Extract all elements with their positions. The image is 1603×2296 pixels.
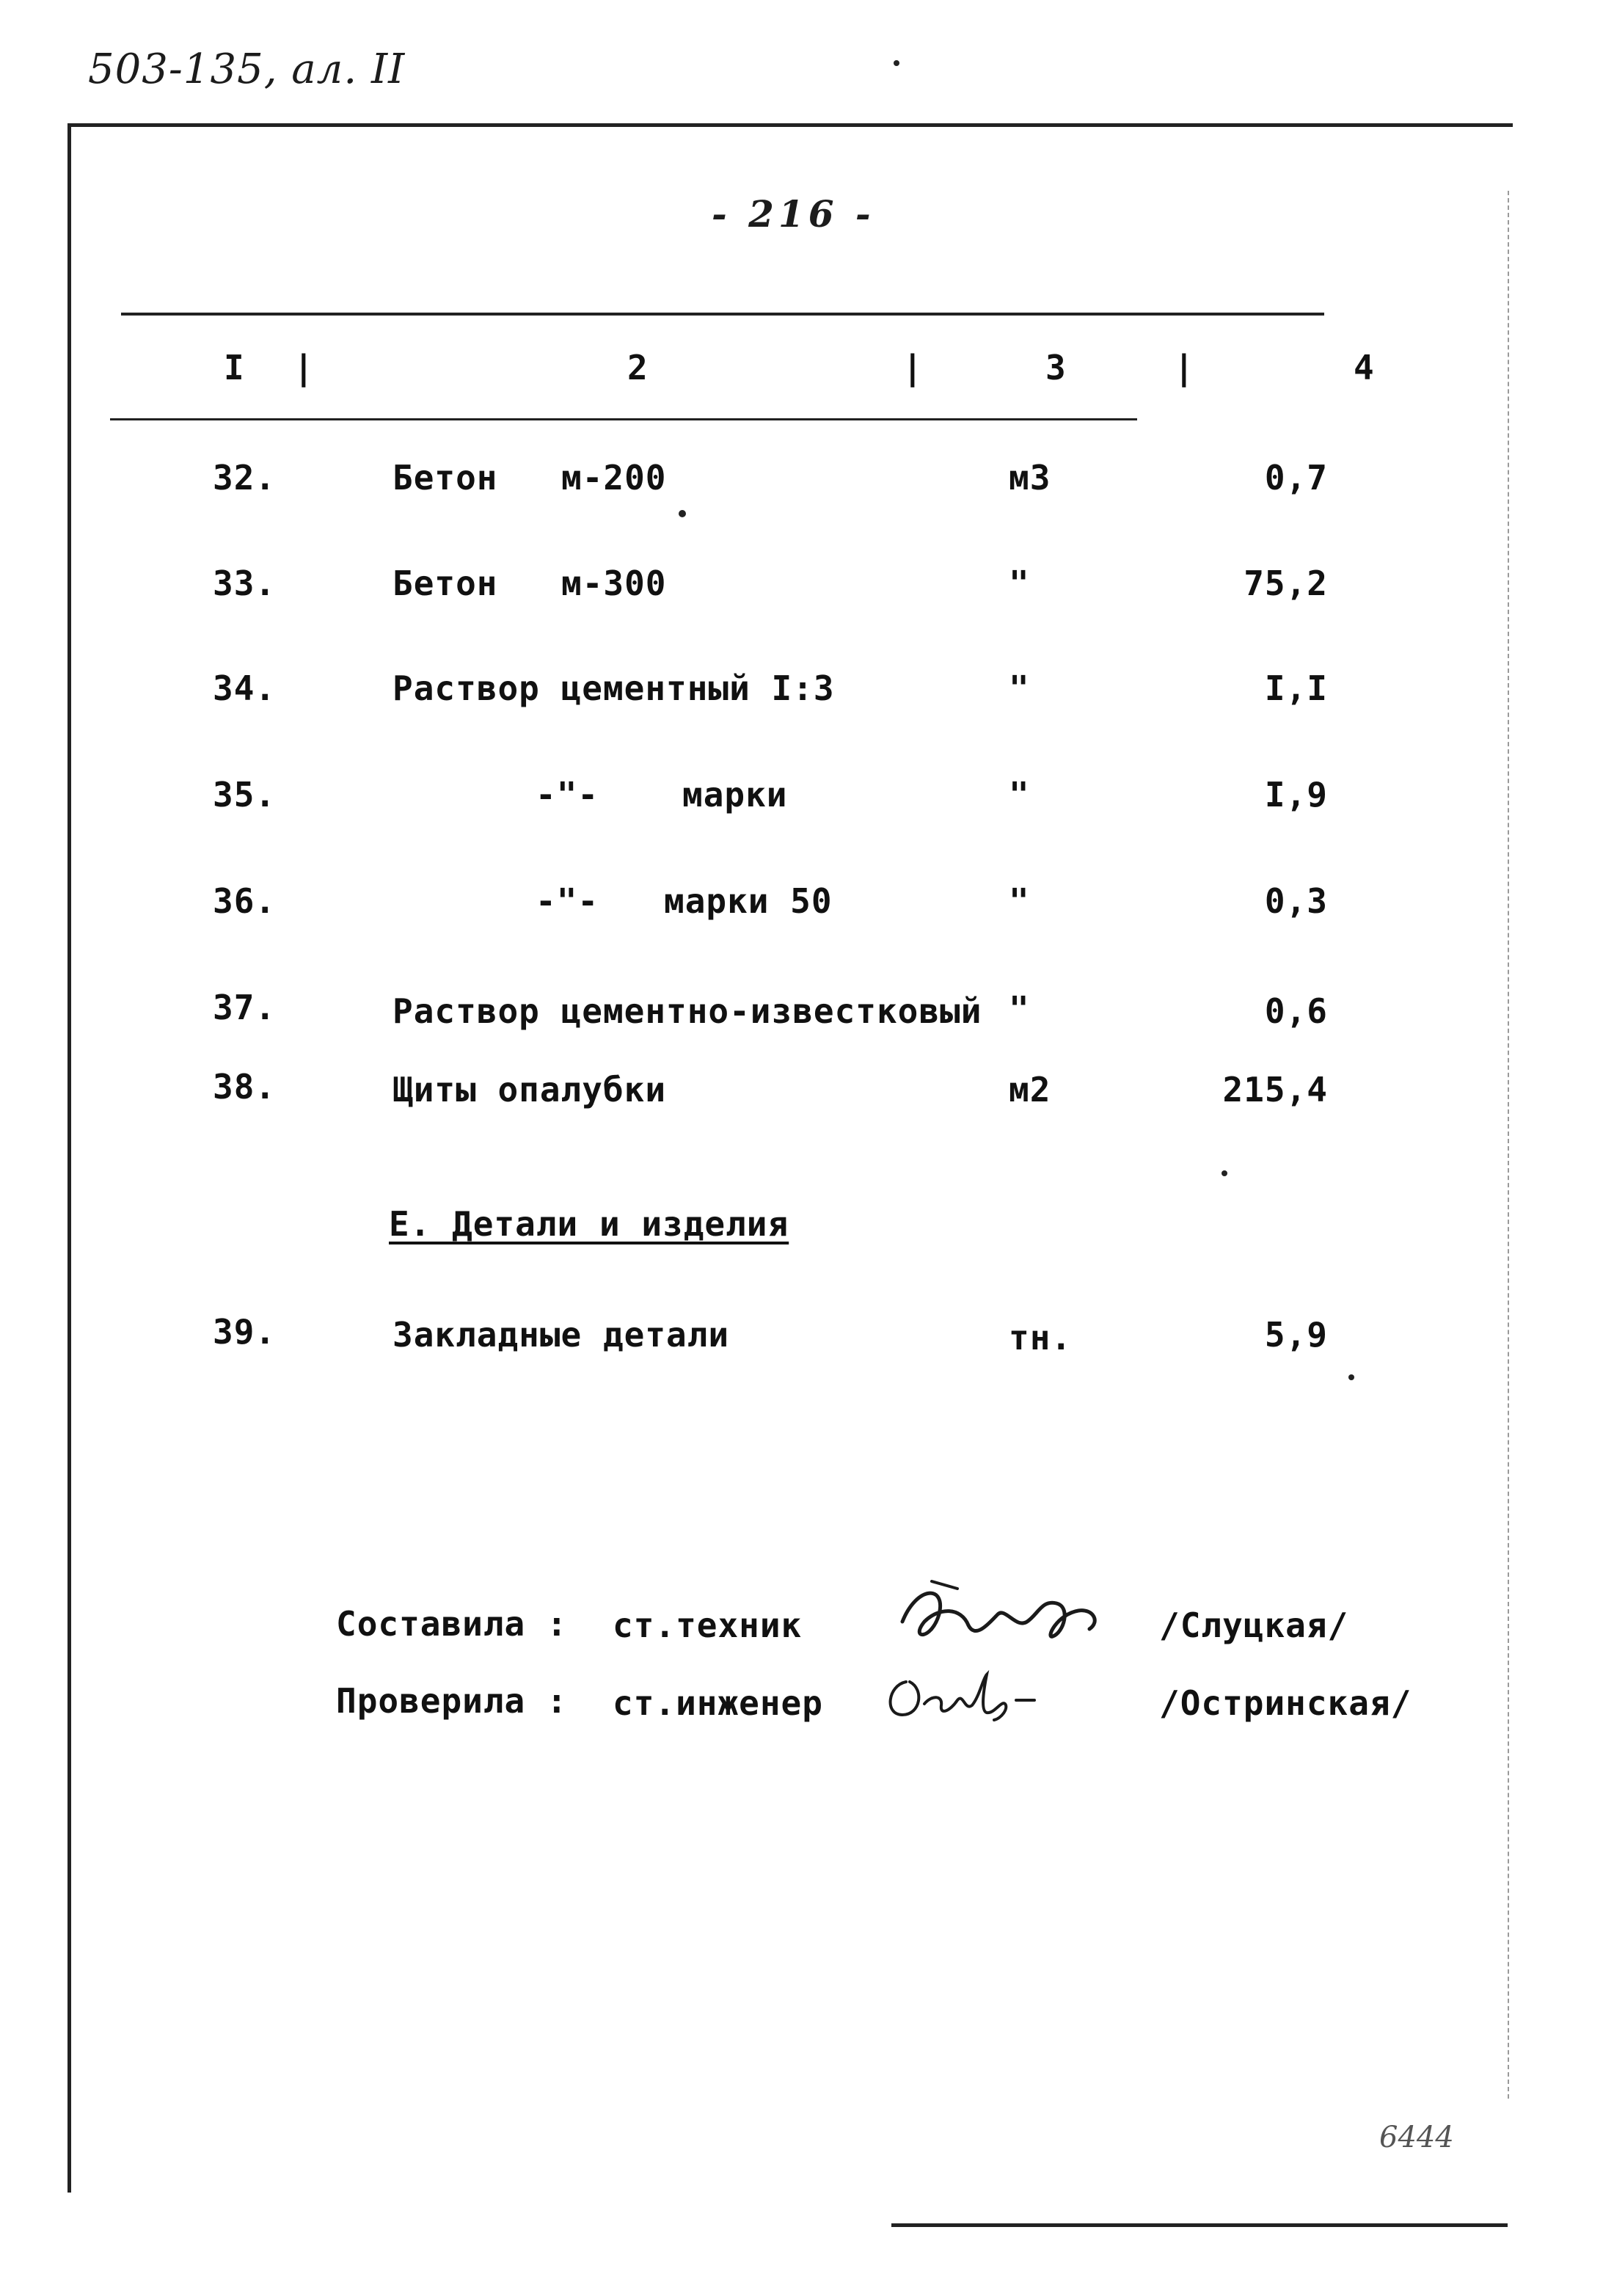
material-name: Бетон: [392, 458, 498, 498]
frame-top-line: [67, 123, 1513, 127]
page-number: - 216 -: [712, 192, 875, 236]
frame-bottom-line: [891, 2223, 1508, 2227]
row-number: 37.: [213, 988, 277, 1027]
unit: ": [1009, 989, 1030, 1029]
ditto-mark: -"-: [536, 881, 599, 921]
quantity: 5,9: [1264, 1315, 1328, 1355]
quantity: 75,2: [1244, 564, 1328, 603]
material-grade: м-200: [561, 458, 667, 498]
signature-name: /Остринская/: [1159, 1683, 1412, 1723]
document-reference: 503-135, ал. II: [88, 45, 406, 93]
unit: ": [1009, 668, 1030, 708]
column-separator: |: [1174, 348, 1194, 387]
signature-label: Проверила :: [336, 1681, 568, 1721]
row-number: 33.: [213, 564, 277, 603]
frame-left-line: [67, 123, 71, 2193]
ditto-mark: -"-: [536, 775, 599, 814]
quantity: I,9: [1264, 775, 1328, 814]
scan-speck: [679, 510, 686, 517]
row-number: 38.: [213, 1067, 277, 1107]
signature-name: /Слуцкая/: [1159, 1606, 1349, 1645]
section-title: Е. Детали и изделия: [389, 1204, 789, 1244]
signature-label: Составила :: [336, 1604, 568, 1644]
unit: ": [1009, 881, 1030, 921]
material-grade: марки 50: [664, 881, 833, 921]
material-grade: марки: [682, 775, 788, 814]
table-header-col-4: 4: [1354, 348, 1375, 387]
material-name: Раствор цементный I:3: [392, 668, 835, 708]
material-grade: м-300: [561, 564, 667, 603]
material-name: Щиты опалубки: [392, 1070, 667, 1109]
quantity: 215,4: [1222, 1070, 1328, 1109]
column-separator: |: [902, 348, 923, 387]
material-name: Бетон: [392, 564, 498, 603]
signature-role: ст.техник: [613, 1606, 803, 1645]
material-name: Раствор цементно-известковый: [392, 991, 982, 1031]
table-header-col-3: 3: [1045, 348, 1067, 387]
column-separator: |: [293, 348, 314, 387]
frame-right-edge: [1508, 191, 1509, 2099]
unit: ": [1009, 775, 1030, 814]
table-header-top-rule: [121, 313, 1324, 316]
unit: ": [1009, 564, 1030, 603]
handwritten-signature-icon: [888, 1570, 1122, 1658]
unit: м3: [1009, 458, 1051, 498]
row-number: 32.: [213, 458, 277, 498]
unit: тн.: [1009, 1318, 1073, 1357]
row-number: 39.: [213, 1312, 277, 1352]
scan-speck: [894, 60, 899, 66]
unit: м2: [1009, 1070, 1051, 1109]
scan-speck: [1222, 1170, 1227, 1176]
table-header-col-1: I: [224, 348, 245, 387]
signature-role: ст.инженер: [613, 1683, 823, 1723]
quantity: 0,7: [1264, 458, 1328, 498]
row-number: 34.: [213, 668, 277, 708]
archive-number: 6444: [1379, 2121, 1454, 2154]
quantity: I,I: [1264, 668, 1328, 708]
scan-speck: [1348, 1374, 1354, 1380]
row-number: 36.: [213, 881, 277, 921]
table-header-bottom-rule: [110, 418, 1137, 420]
table-header-col-2: 2: [627, 348, 649, 387]
handwritten-signature-icon: [877, 1660, 1053, 1741]
material-name: Закладные детали: [392, 1315, 730, 1355]
quantity: 0,3: [1264, 881, 1328, 921]
row-number: 35.: [213, 775, 277, 814]
quantity: 0,6: [1264, 991, 1328, 1031]
